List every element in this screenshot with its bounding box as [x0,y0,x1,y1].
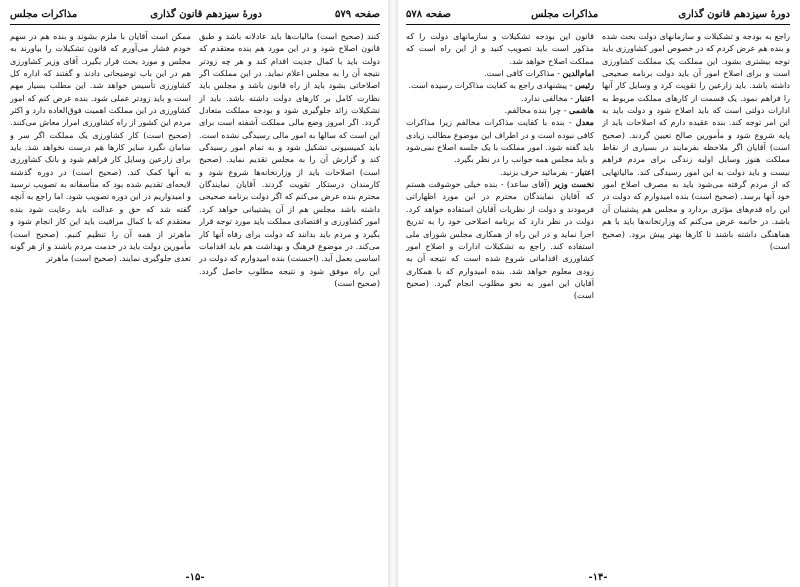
speaker-name: نخست وزیر [553,179,594,190]
speaker-name: معدل [575,117,594,128]
speech-text: - پیشنهادی راجع به کفایت مذاکرات رسیده است. [408,80,573,91]
book-gutter [388,0,398,587]
left-page-title: دورهٔ سیزدهم قانون گذاری [150,8,262,20]
right-page-title: دورهٔ سیزدهم قانون گذاری [678,8,790,20]
speech-entry [406,116,594,165]
speaker-name: اعتبار [575,166,594,177]
right-page-column-left [406,30,594,565]
speech-entry [406,104,594,116]
speech-text: (آقای ساعد) - بنده خیلی خوشوقت هستم که آقایان نمایندگان محترم در این مورد اظهاراتی فرمودند و دولت از نظریات آقایان استفاده خواهد کرد. دولت در نظر دارد که برنامه اصلاحی خود را به تدریج اجرا نماید و در این راه از همکاری مجلس شورای ملی استفاده کند. راجع به تشکیلات ادارات و اصلاح امور کشاورزی اقداماتی شروع شده است که نتیجه آن به زودی معلوم خواهد شد. بنده امیدوارم که با همکاری آقایان این امور به نحو مطلوب انجام گیرد. (صحیح است) [406,179,594,301]
paragraph: ممکن است آقایان با ملزم بشوند و بنده هم در سهم خودم فشار می‌آورم که قانون تشکیلات را بیاورند به مجلس و مورد بحث قرار بگیرد. آقای وزیر کشاورزی هم در این باب توضیحاتی دادند و گفتند که اداره کل کشاورزی تأسیس خواهد شد. این مطلب بسیار مهم است و باید زودتر عملی شود. بنده عرض کنم که امور کشاورزی در این مملکت اهمیت فوق‌العاده دارد و اکثر مردم این کشور از راه کشاورزی امرار معاش می‌کنند. (صحیح است) کار کشاورزی یک مملکت اگر سر و سامان نگیرد سایر کارها هم درست نخواهد شد. باید برای زارعین وسایل کار فراهم شود و بانک کشاورزی به آنها کمک کند. (صحیح است) در دوره گذشته لایحه‌ای تقدیم شده بود که متأسفانه به تصویب نرسید و امیدواریم در این دوره تصویب شود. اما راجع به آنچه گفته شد که حق و عدالت باید رعایت شود بنده معتقدم که با کمال مراقبت باید این کار انجام شود و ماهرتر از همه آن را تنظیم کنیم. (صحیح است) مأمورین دولت باید در خدمت مردم باشند و از هر گونه تعدی جلوگیری نمایند. (صحیح است) ماهرتر [10,31,191,264]
speech-text: - بفرمائید حرف بزنید. [499,166,574,177]
header-rule [10,24,380,25]
right-page-column-right [602,30,790,565]
speech-entry [406,178,594,301]
speech-entry [406,79,594,91]
speaker-name: اعتبار [575,92,594,103]
right-page-columns [406,30,790,565]
right-page-number-label: صفحه ۵۷۸ [406,8,451,20]
left-page-column-left [10,30,191,565]
speaker-name: رئیس [575,80,594,91]
right-page-header [406,6,790,22]
left-page-header [10,6,380,22]
speech-text: - چرا بنده مخالفم. [504,105,567,116]
left-page-section: مذاکرات مجلس [10,8,78,20]
speech-entry [406,67,594,79]
speaker-name: امام‌الدین [562,68,594,79]
speech-text: - بنده با کفایت مذاکرات مخالفم زیرا مذاکرات کافی نبوده است و در اطراف این موضوع مطالب زیادی باید گفته شود. امور مملکت با یک جلسه اصلاح نمی‌شود و باید مجلس همه جوانب را در نظر بگیرد. [406,117,594,165]
left-page-column-right [199,30,380,565]
right-page-section: مذاکرات مجلس [531,8,599,20]
speech-text: - مذاکرات کافی است. [484,68,560,79]
speaker-name: هاشمی [569,105,594,116]
left-page-footer-number: -۱۵- [185,572,205,583]
left-page-number-label: صفحه ۵۷۹ [335,8,380,20]
left-page [4,0,386,587]
speech-entry [406,166,594,178]
paragraph: کنند (صحیح است) مالیات‌ها باید عادلانه باشد و طبق قانون اصلاح شود و در این مورد هم بنده معتقدم که دولت باید با کمال جدیت اقدام کند و هر چه زودتر نتیجه آن را به مجلس اعلام نماید. در این مملکت اگر اصلاحاتی بشود باید از راه قانون باشد و مجلس باید نظارت کامل بر کارهای دولت داشته باشد. باید از تشکیلات زائد جلوگیری شود و بودجه مملکت متعادل گردد. اگر امروز وضع مالی مملکت آشفته است برای این است که سالها به امور مالی رسیدگی نشده است. باید کمیسیونی تشکیل شود و به تمام امور رسیدگی کند و گزارش آن را به مجلس تقدیم نماید. (صحیح است) اصلاحات باید از وزارتخانه‌ها شروع شود و کارمندان درستکار تقویت گردند. آقایان نمایندگان محترم بنده عرض می‌کنم که اگر دولت برنامه صحیحی داشته باشد مجلس هم از آن پشتیبانی خواهد کرد. امور کشاورزی و اقتصادی مملکت باید مورد توجه قرار بگیرد و مردم باید بدانند که دولت برای رفاه آنها کار می‌کند. در موضوع فرهنگ و بهداشت هم باید اقدامات اساسی بعمل آید. (احسنت) بنده امیدوارم که دولت در این راه موفق شود و نتیجه مطلوب حاصل گردد. (صحیح است) [199,31,380,288]
right-page [400,0,796,587]
right-page-footer-number: -۱۴- [588,572,608,583]
speech-entry [406,92,594,104]
speech-text: - مخالفی ندارد. [521,92,574,103]
paragraph: قانون این بودجه تشکیلات و سازمانهای دولت را که مذکور است باید تصویب کنید و از این راه است که مملکت اصلاح خواهد شد. [406,31,594,66]
header-rule [406,24,790,25]
left-page-columns [10,30,380,565]
paragraph: راجع به بودجه و تشکیلات و سازمانهای دولت بحث شده و بنده هم عرض کردم که در خصوص امور کشاورزی باید توجه بیشتری بشود. این مملکت یک مملکت کشاورزی است و برای اصلاح امور آن باید دولت برنامه صحیحی داشته باشد. باید زارعین را تقویت کرد و وسایل کار آنها را فراهم نمود. یک قسمت از کارهای مملکت مربوط به ادارات دولتی است که باید اصلاح شود و دولت باید به این امر توجه کند. بنده عقیده دارم که اصلاحات باید از پایه شروع شود و مأمورین صالح تعیین گردند. (صحیح است) آقایان اگر ملاحظه بفرمایند در بسیاری از نقاط مملکت هنوز وسایل اولیه زندگی برای مردم فراهم نیست و باید دولت به این امور رسیدگی کند. مالیاتهایی که از مردم گرفته می‌شود باید به مصرف اصلاح امور خود آنها برسد. (صحیح است) بنده امیدوارم که دولت در این راه قدم‌های مؤثری بردارد و مجلس هم پشتیبان آن باشد. در خاتمه عرض می‌کنم که وزارتخانه‌ها باید با هم هماهنگی داشته باشند تا کارها بهتر پیش برود. (صحیح است) [602,31,790,251]
